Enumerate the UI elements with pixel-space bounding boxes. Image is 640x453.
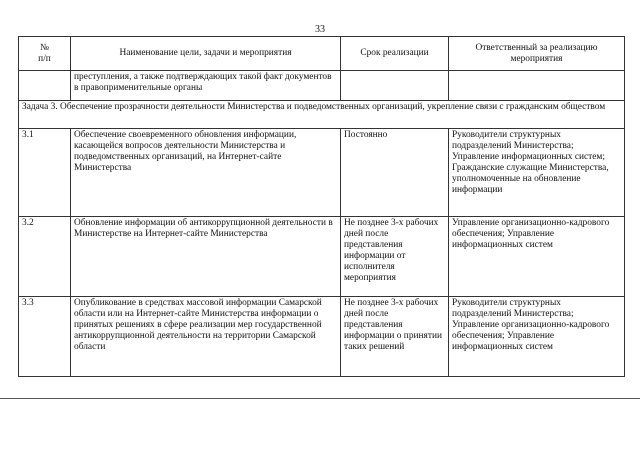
cell-name: Опубликование в средствах массовой информации Самарской области или на Интернет-сайте Министерства информации о принятых решениях в сфере реализации мер государственной антикоррупционной деятельности на территории Самарской области [71,297,341,377]
cell-term: Не позднее 3-х рабочих дней после представления информации от исполнителя мероприятия [341,217,449,297]
cell-responsible-empty [449,71,625,101]
table-row-continuation [19,71,625,101]
table-header-row [19,37,625,71]
header-term: Срок реализации [341,37,449,71]
cell-term: Не позднее 3-х рабочих дней после представления информации о принятии таких решений [341,297,449,377]
cell-term-empty [341,71,449,101]
cell-responsible: Управление организационно-кадрового обеспечения; Управление информационных систем [449,217,625,297]
header-responsible: Ответственный за реализацию мероприятия [449,37,625,71]
task-row [19,101,625,129]
table-row [19,129,625,217]
table-row [19,217,625,297]
page-bottom-rule [0,398,640,399]
cell-num: 3.2 [19,217,71,297]
task-heading: Задача 3. Обеспечение прозрачности деятельности Министерства и подведомственных организаций, укрепление связи с гражданским обществом [19,101,625,129]
table-row [19,297,625,377]
cell-responsible: Руководители структурных подразделений Министерства; Управление информационных систем; Гражданские служащие Министерства, уполномоченные на обновление информации [449,129,625,217]
cell-name: Обеспечение своевременного обновления информации, касающейся вопросов деятельности Министерства и подведомственных организаций, на Интернет-сайте Министерства [71,129,341,217]
measures-table [18,36,625,377]
header-name: Наименование цели, задачи и мероприятия [71,37,341,71]
cell-num: 3.3 [19,297,71,377]
page-number: 33 [315,24,325,35]
cell-responsible: Руководители структурных подразделений Министерства; Управление организационно-кадрового обеспечения; Управление информационных систем [449,297,625,377]
cell-name: преступления, а также подтверждающих такой факт документов в правоприменительные органы [71,71,341,101]
cell-num: 3.1 [19,129,71,217]
cell-num-empty [19,71,71,101]
cell-term: Постоянно [341,129,449,217]
cell-name: Обновление информации об антикоррупционной деятельности в Министерстве на Интернет-сайте Министерства [71,217,341,297]
header-num: № п/п [19,37,71,71]
